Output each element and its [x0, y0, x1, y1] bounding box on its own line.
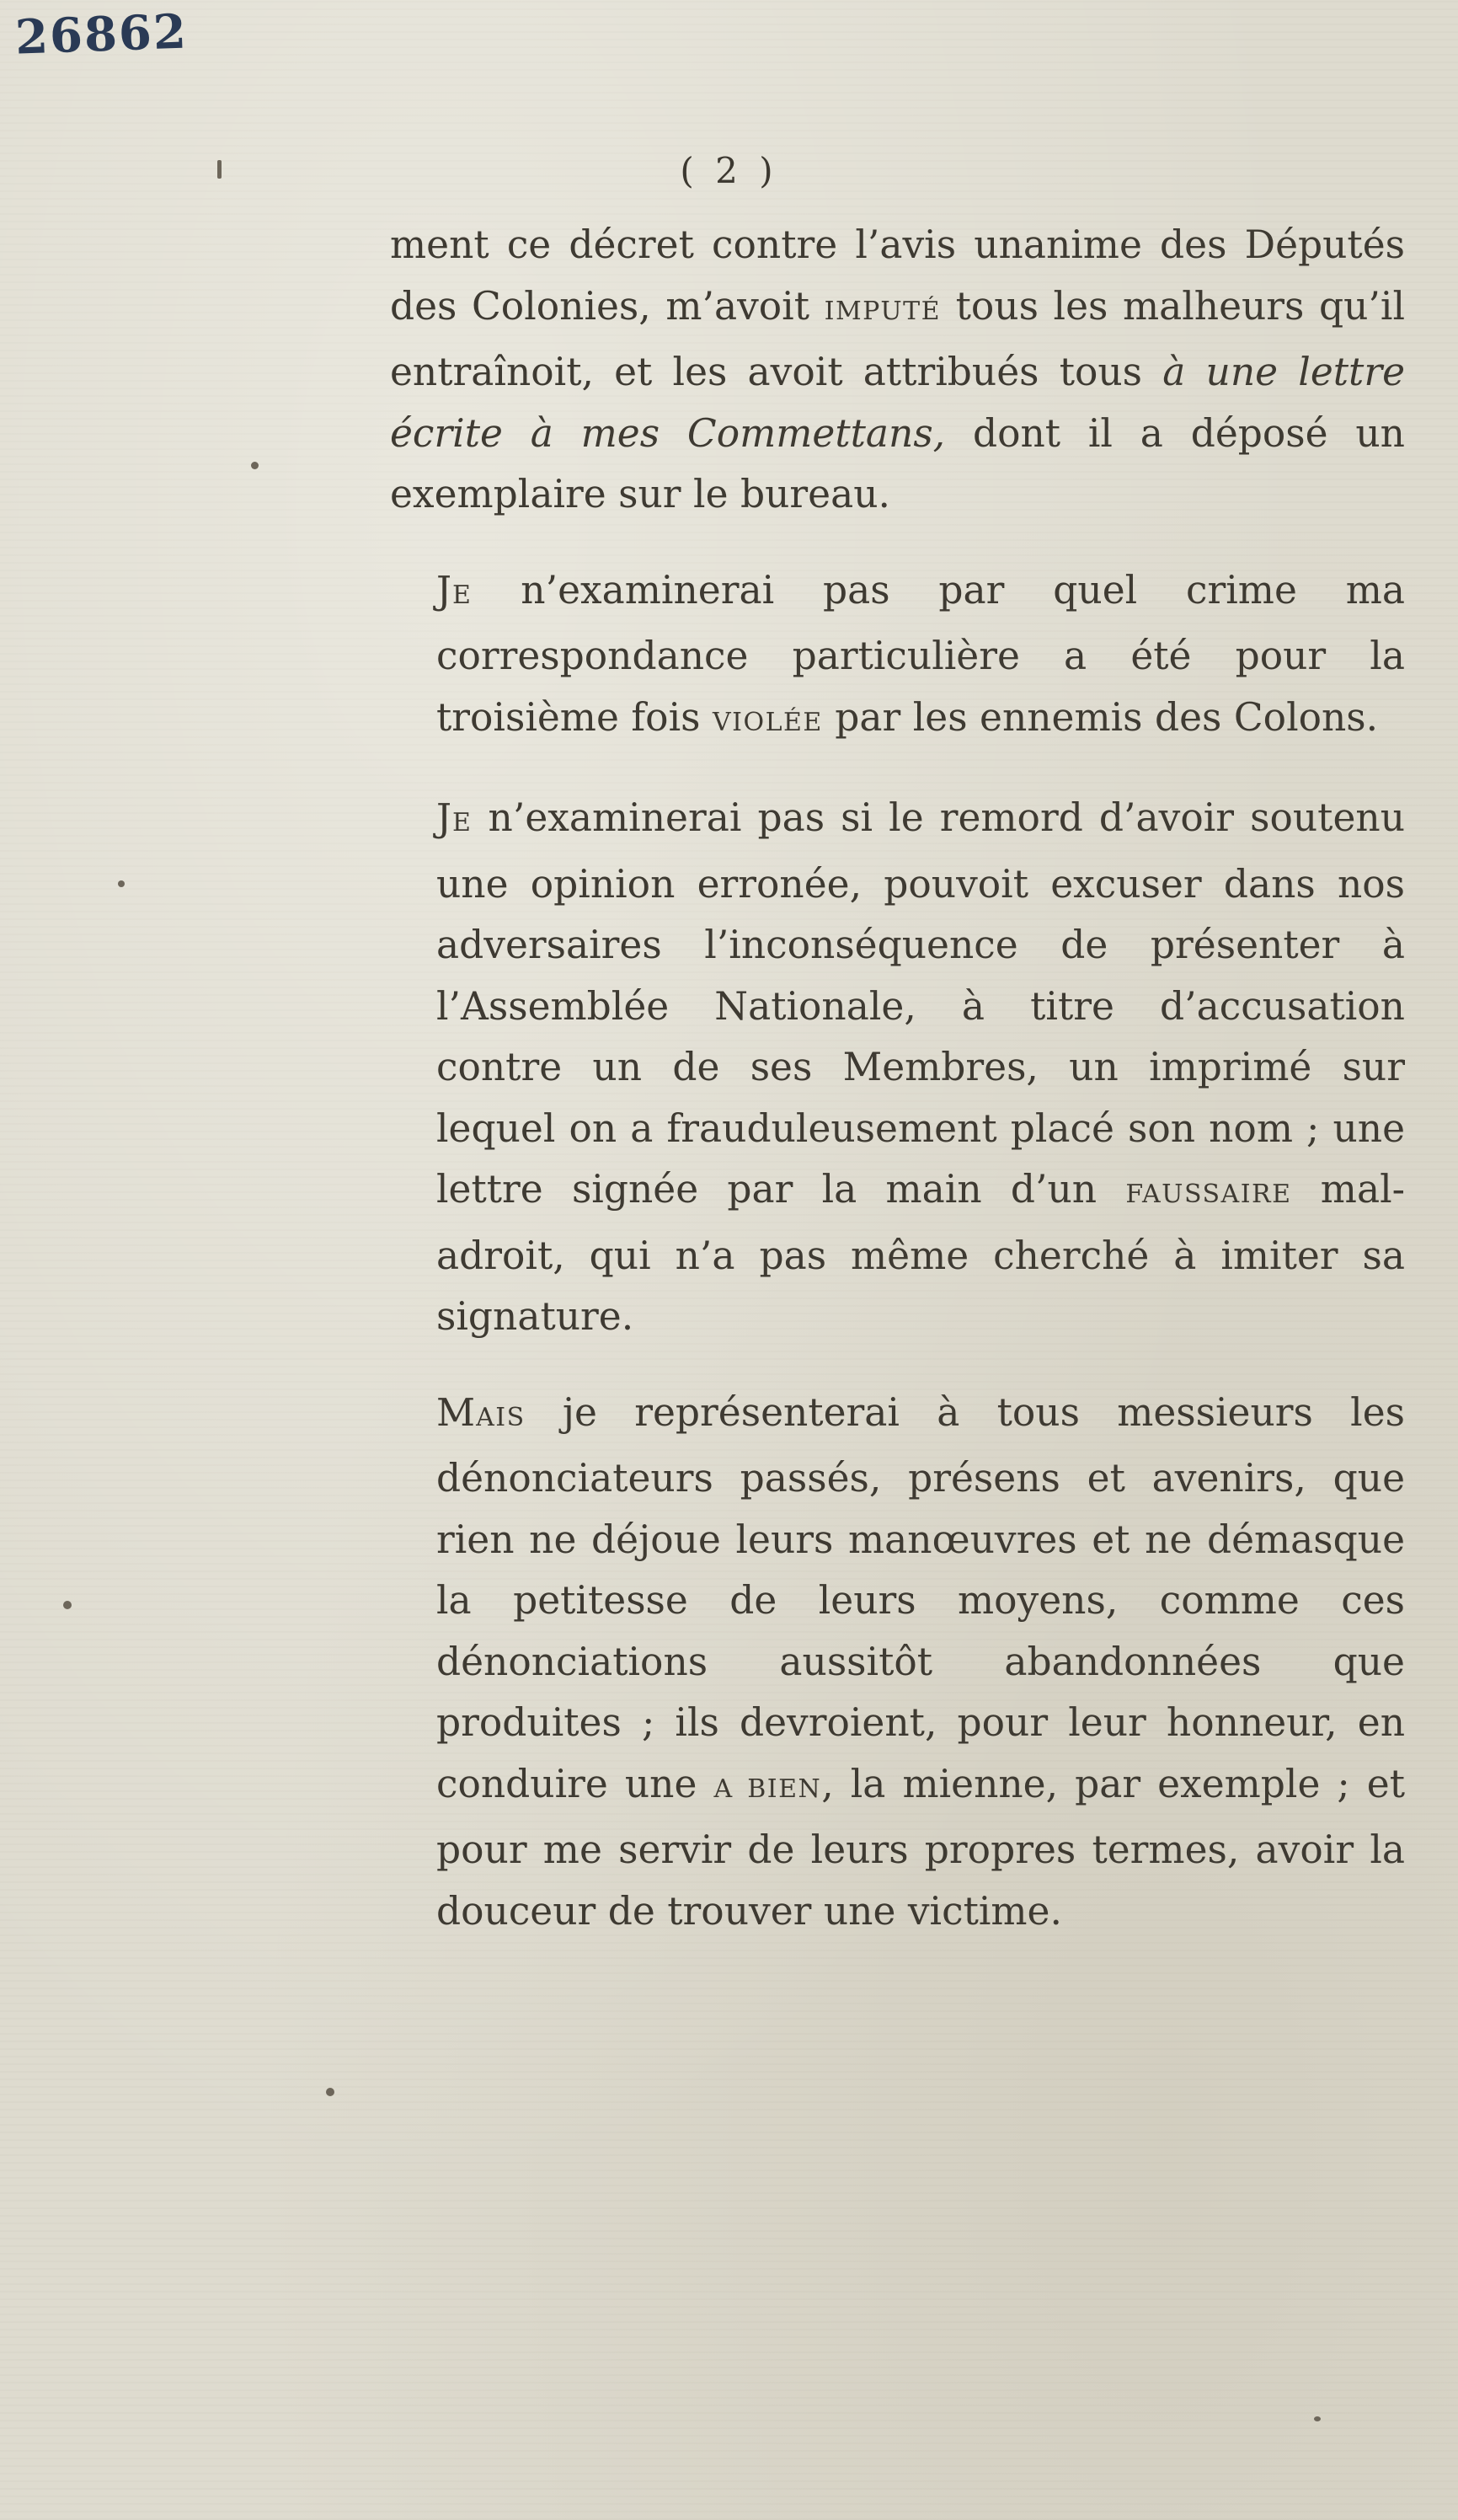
speck — [63, 1601, 72, 1609]
paragraph-2 — [390, 560, 1405, 754]
page-number: ( 2 ) — [680, 150, 778, 191]
initial-capital: J — [436, 795, 453, 840]
speck — [118, 880, 125, 887]
small-caps-text: E — [452, 580, 473, 610]
text-run: , la mienne, par exemple ; et pour me servir de leurs propres termes, avoir la douceur de trouver une victime. — [436, 1761, 1405, 1934]
small-caps-text: FAUSSAIRE — [1125, 1180, 1292, 1209]
text-run: mal-adroit, qui n’a pas même cherché à imiter sa signature. — [436, 1167, 1405, 1339]
small-caps-text: A BIEN — [713, 1774, 822, 1804]
body-text — [390, 215, 1405, 1977]
small-caps-text: E — [452, 808, 473, 837]
text-run: par les ennemis des Colons. — [822, 694, 1379, 740]
initial-capital: J — [436, 567, 453, 613]
text-run: dont il a déposé un exemplaire sur le bureau. — [390, 410, 1405, 516]
small-caps-text: VIOLÉE — [712, 707, 823, 737]
speck — [326, 2088, 334, 2096]
italic-text: à une lettre écrite à mes Commettans, — [390, 350, 1406, 456]
paragraph-1 — [390, 215, 1405, 526]
small-caps-text: AIS — [476, 1402, 526, 1432]
speck — [1314, 2416, 1321, 2421]
initial-capital: M — [436, 1389, 477, 1435]
text-run: n’examinerai pas si le remord d’avoir soutenu une opinion erronée, pouvoit excuser dans nos adversaires l’inconséquence de présenter à l’Assemblée Nationale, à titre d’accusation contre un de ses Membres, un imprimé sur lequel on a frauduleusement placé son nom ; une lettre signée par la main d’un — [436, 795, 1405, 1212]
speck — [251, 462, 259, 469]
small-caps-text: IMPUTÉ — [824, 296, 942, 326]
text-run: je représenterai à tous messieurs les dénonciateurs passés, présens et avenirs, que rien ne déjoue leurs manœuvres et ne démasque la petitesse de leurs moyens, comme ces dénonciations aussitôt abandonnées que produites ; ils devroient, pour leur honneur, en conduire une — [436, 1389, 1405, 1806]
paragraph-4 — [390, 1383, 1405, 1943]
archive-number: 26862 — [13, 3, 189, 66]
text-run: ment ce décret contre l’avis unanime des Députés des Colonies, m’avoit — [390, 222, 1405, 329]
text-run: n’examinerai pas par quel crime ma correspondance particulière a été pour la troisième fois — [436, 567, 1405, 740]
paragraph-3 — [390, 788, 1405, 1348]
text-run: tous les malheurs qu’il entraînoit, et les avoit attribués tous — [390, 283, 1405, 394]
speck — [217, 160, 222, 179]
